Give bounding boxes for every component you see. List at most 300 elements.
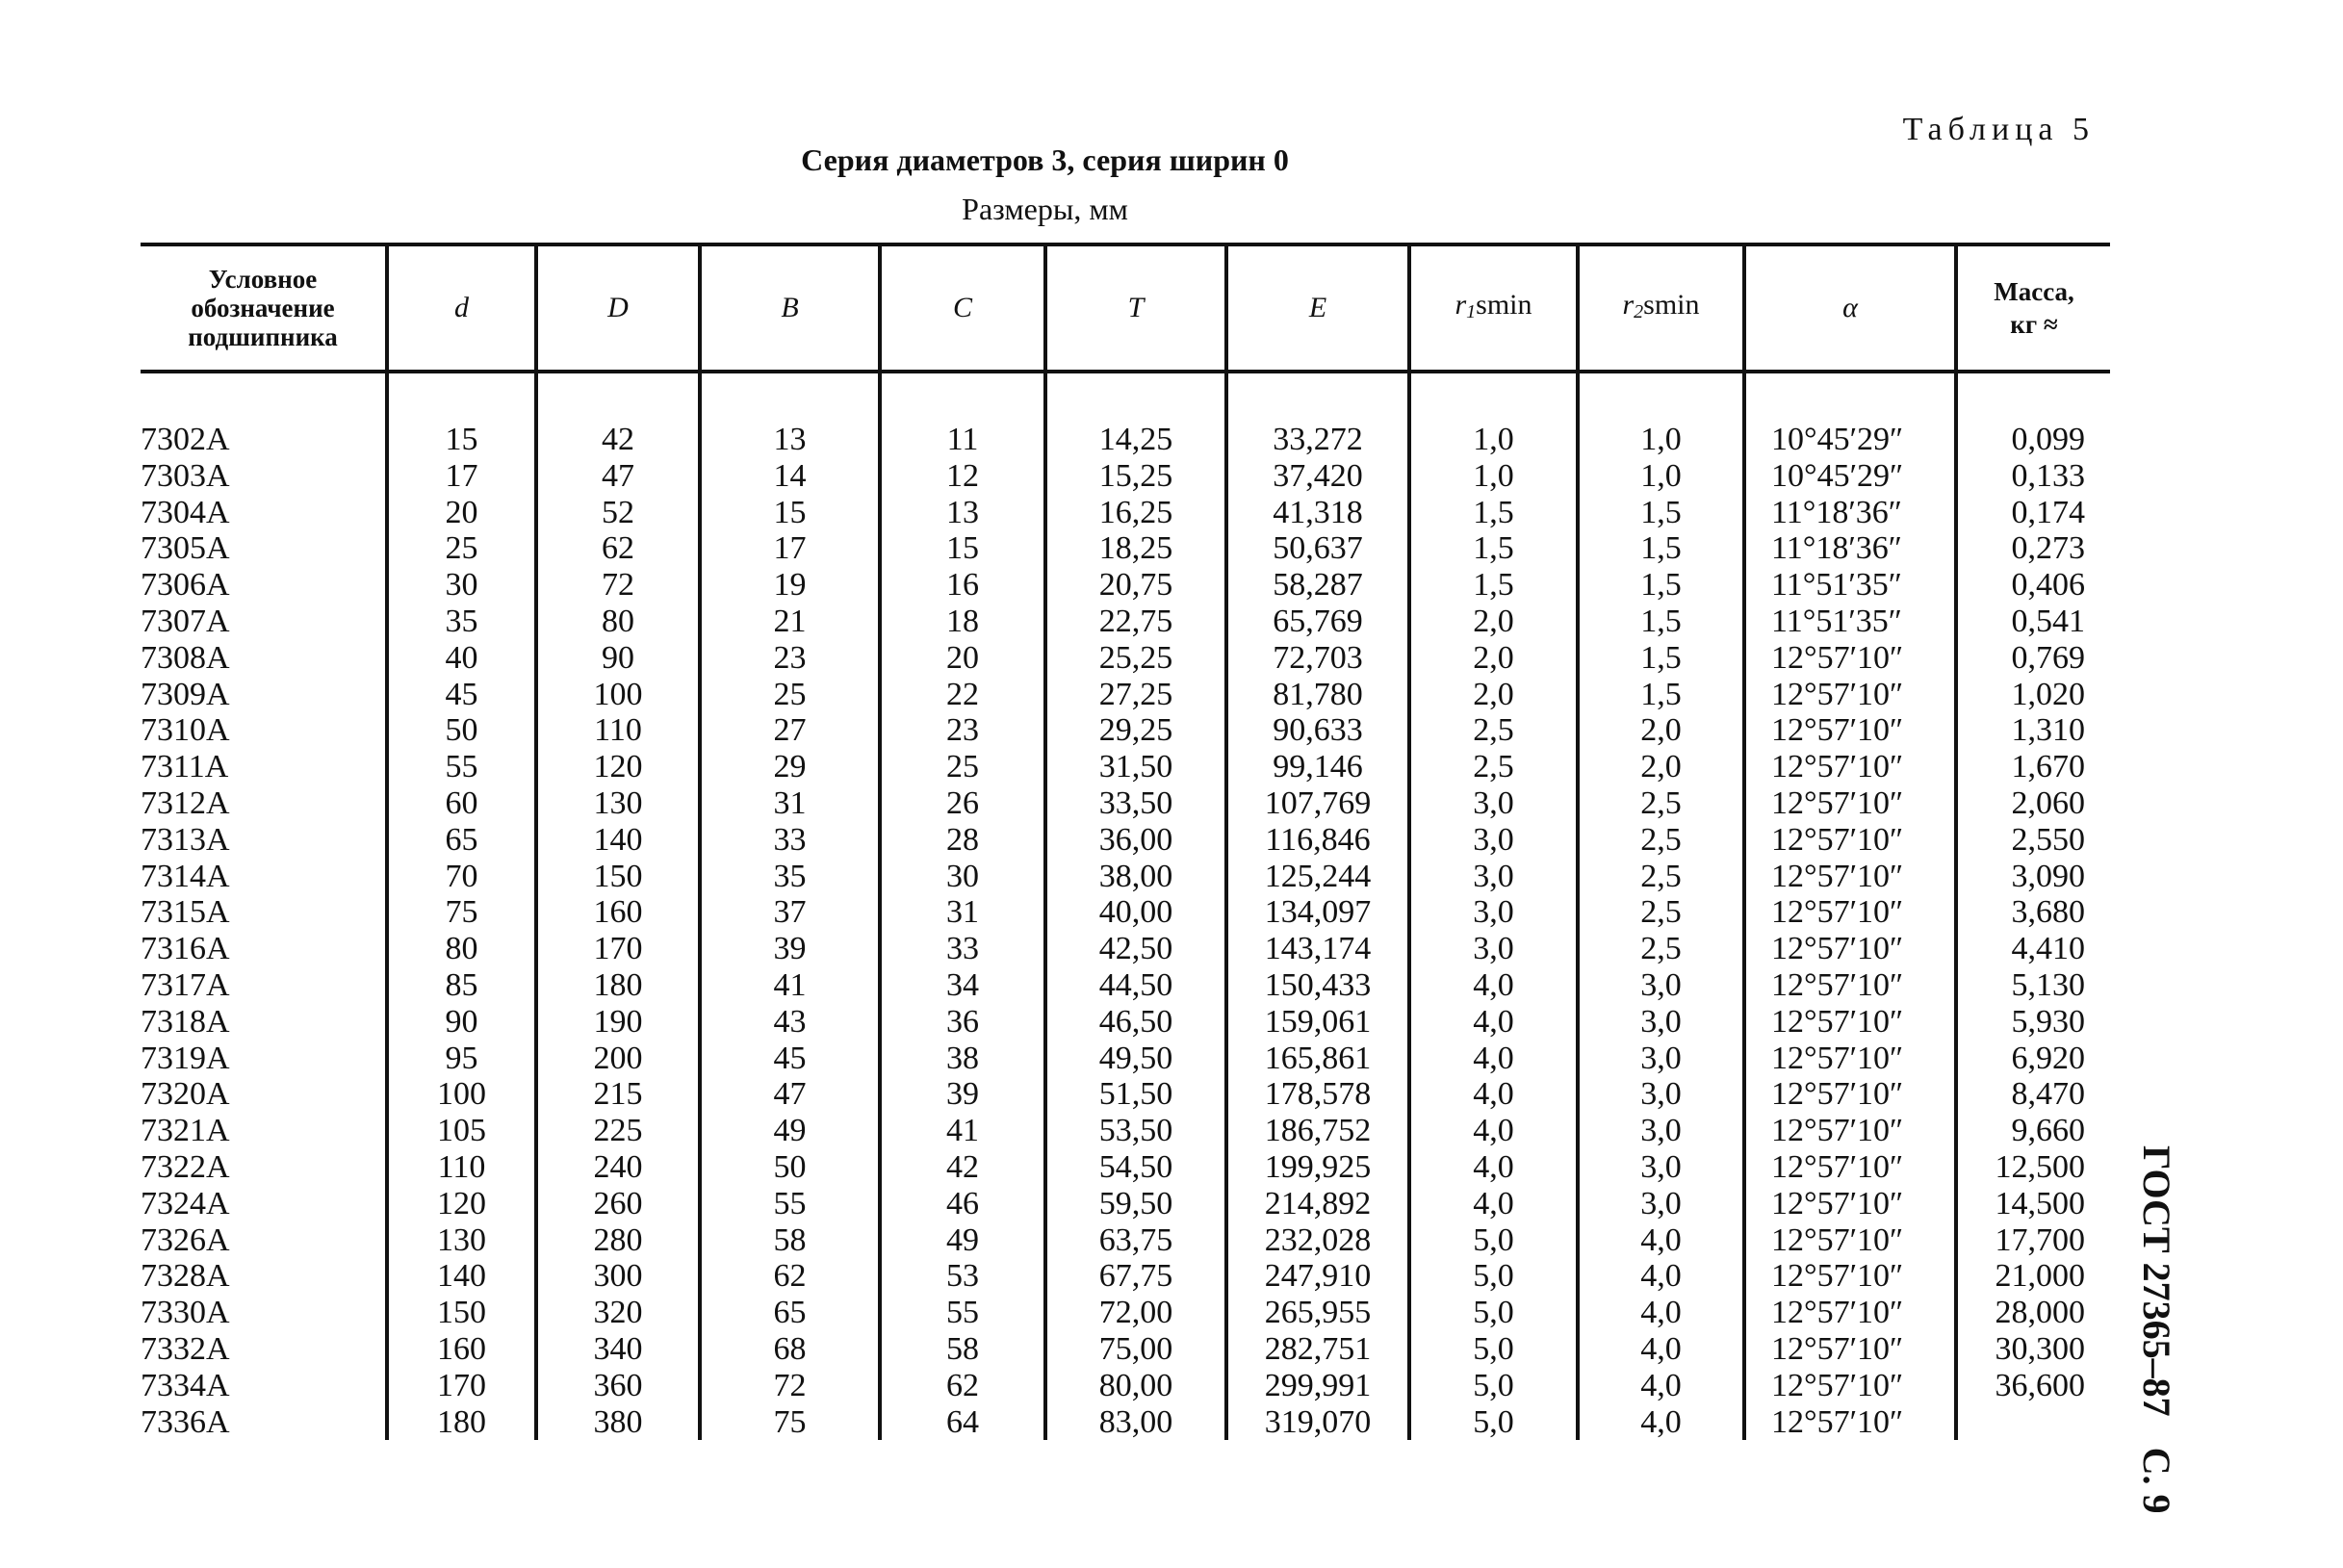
header-line: Масса, (1994, 277, 2074, 306)
col-header-d (387, 244, 536, 372)
mass-cell: 1,670 (1956, 749, 2110, 785)
table-row (141, 859, 2110, 895)
r1-cell: 2,5 (1409, 712, 1578, 749)
d-cell: 85 (387, 967, 536, 1004)
r2-cell: 2,0 (1578, 712, 1744, 749)
D-cell: 190 (536, 1004, 700, 1041)
r2-cell: 3,0 (1578, 1113, 1744, 1149)
D-cell: 150 (536, 859, 700, 895)
r2-cell: 2,0 (1578, 749, 1744, 785)
E-cell: 282,751 (1226, 1331, 1409, 1368)
C-cell: 49 (880, 1222, 1045, 1259)
T-cell: 38,00 (1045, 859, 1226, 895)
d-cell: 17 (387, 458, 536, 495)
r1-cell: 1,0 (1409, 458, 1578, 495)
r2-cell: 2,5 (1578, 931, 1744, 967)
designation-cell: 7312A (141, 784, 230, 821)
header-suffix: smin (1643, 288, 1700, 321)
alpha-cell: 10°45′29″ (1744, 422, 1956, 458)
d-cell: 110 (387, 1149, 536, 1186)
mass-cell: 2,060 (1956, 785, 2110, 822)
table-row (141, 785, 2110, 822)
r2-cell: 3,0 (1578, 1076, 1744, 1113)
designation-cell: 7302A (141, 422, 230, 457)
alpha-cell: 12°57′10″ (1744, 1404, 1956, 1441)
r2-cell: 2,5 (1578, 785, 1744, 822)
mass-cell: 6,920 (1956, 1041, 2110, 1077)
T-cell: 54,50 (1045, 1149, 1226, 1186)
alpha-cell: 12°57′10″ (1744, 931, 1956, 967)
table-row (141, 894, 2110, 931)
E-cell: 41,318 (1226, 495, 1409, 531)
E-cell: 150,433 (1226, 967, 1409, 1004)
mass-cell: 0,769 (1956, 640, 2110, 677)
alpha-cell: 12°57′10″ (1744, 1004, 1956, 1041)
D-cell: 72 (536, 567, 700, 604)
header-symbol: B (781, 292, 799, 323)
mass-cell: 0,174 (1956, 495, 2110, 531)
alpha-cell: 12°57′10″ (1744, 785, 1956, 822)
table-row (141, 677, 2110, 713)
C-cell: 23 (880, 712, 1045, 749)
C-cell: 39 (880, 1076, 1045, 1113)
T-cell: 42,50 (1045, 931, 1226, 967)
r1-cell: 2,0 (1409, 640, 1578, 677)
r1-cell: 4,0 (1409, 1186, 1578, 1222)
B-cell: 29 (700, 749, 880, 785)
designation-cell: 7324A (141, 1185, 230, 1221)
mass-cell: 14,500 (1956, 1186, 2110, 1222)
T-cell: 25,25 (1045, 640, 1226, 677)
E-cell: 37,420 (1226, 458, 1409, 495)
d-cell: 130 (387, 1222, 536, 1259)
D-cell: 340 (536, 1331, 700, 1368)
D-cell: 380 (536, 1404, 700, 1441)
B-cell: 55 (700, 1186, 880, 1222)
T-cell: 27,25 (1045, 677, 1226, 713)
r2-cell: 1,5 (1578, 640, 1744, 677)
table-row (141, 1331, 2110, 1368)
alpha-cell: 12°57′10″ (1744, 1186, 1956, 1222)
B-cell: 43 (700, 1004, 880, 1041)
B-cell: 27 (700, 712, 880, 749)
designation-cell: 7310A (141, 712, 230, 749)
E-cell: 186,752 (1226, 1113, 1409, 1149)
C-cell: 31 (880, 894, 1045, 931)
alpha-cell: 11°18′36″ (1744, 495, 1956, 531)
B-cell: 13 (700, 422, 880, 458)
mass-cell: 0,273 (1956, 530, 2110, 567)
E-cell: 107,769 (1226, 785, 1409, 822)
side-page-label (2134, 1145, 2179, 1535)
header-symbol: T (1127, 292, 1145, 323)
col-header-E (1226, 244, 1409, 372)
T-cell: 18,25 (1045, 530, 1226, 567)
r1-cell: 3,0 (1409, 822, 1578, 859)
T-cell: 49,50 (1045, 1041, 1226, 1077)
designation-cell: 7318A (141, 1003, 230, 1040)
E-cell: 178,578 (1226, 1076, 1409, 1113)
header-symbol: r (1622, 288, 1635, 321)
d-cell: 15 (387, 422, 536, 458)
T-cell: 31,50 (1045, 749, 1226, 785)
E-cell: 319,070 (1226, 1404, 1409, 1441)
mass-cell: 0,099 (1956, 422, 2110, 458)
d-cell: 95 (387, 1041, 536, 1077)
alpha-cell: 12°57′10″ (1744, 1041, 1956, 1077)
table-row (141, 422, 2110, 458)
header-suffix: smin (1476, 288, 1532, 321)
designation-cell: 7316A (141, 931, 230, 967)
designation-cell: 7311A (141, 749, 229, 785)
E-cell: 33,272 (1226, 422, 1409, 458)
r1-cell: 3,0 (1409, 859, 1578, 895)
D-cell: 110 (536, 712, 700, 749)
C-cell: 18 (880, 604, 1045, 640)
alpha-cell: 12°57′10″ (1744, 1258, 1956, 1295)
designation-cell: 7308A (141, 639, 230, 676)
E-cell: 81,780 (1226, 677, 1409, 713)
E-cell: 199,925 (1226, 1149, 1409, 1186)
r2-cell: 1,5 (1578, 604, 1744, 640)
table-row (141, 1295, 2110, 1331)
E-cell: 134,097 (1226, 894, 1409, 931)
designation-cell: 7305A (141, 530, 230, 567)
C-cell: 33 (880, 931, 1045, 967)
table-row (141, 712, 2110, 749)
header-symbol: r (1455, 288, 1467, 321)
T-cell: 14,25 (1045, 422, 1226, 458)
D-cell: 280 (536, 1222, 700, 1259)
r1-cell: 5,0 (1409, 1222, 1578, 1259)
r1-cell: 5,0 (1409, 1331, 1578, 1368)
header-spacer-row (141, 372, 2110, 422)
B-cell: 75 (700, 1404, 880, 1441)
C-cell: 42 (880, 1149, 1045, 1186)
E-cell: 90,633 (1226, 712, 1409, 749)
r1-cell: 1,5 (1409, 530, 1578, 567)
alpha-cell: 12°57′10″ (1744, 1113, 1956, 1149)
table-row (141, 967, 2110, 1004)
standard-number: ГОСТ 27365–87 (2135, 1145, 2178, 1417)
T-cell: 46,50 (1045, 1004, 1226, 1041)
alpha-cell: 11°51′35″ (1744, 567, 1956, 604)
E-cell: 65,769 (1226, 604, 1409, 640)
table-subtitle: Размеры, мм (962, 192, 1128, 226)
header-symbol: α (1842, 292, 1858, 323)
r2-cell: 1,5 (1578, 530, 1744, 567)
E-cell: 247,910 (1226, 1258, 1409, 1295)
mass-cell: 28,000 (1956, 1295, 2110, 1331)
table-number-label: Таблица 5 (1902, 112, 2095, 147)
B-cell: 31 (700, 785, 880, 822)
C-cell: 41 (880, 1113, 1045, 1149)
table-row (141, 1076, 2110, 1113)
table-row (141, 931, 2110, 967)
C-cell: 12 (880, 458, 1045, 495)
r1-cell: 4,0 (1409, 1149, 1578, 1186)
table-row (141, 749, 2110, 785)
E-cell: 232,028 (1226, 1222, 1409, 1259)
r2-cell: 3,0 (1578, 1186, 1744, 1222)
T-cell: 44,50 (1045, 967, 1226, 1004)
table-row (141, 1222, 2110, 1259)
B-cell: 49 (700, 1113, 880, 1149)
E-cell: 214,892 (1226, 1186, 1409, 1222)
mass-cell: 36,600 (1956, 1368, 2110, 1404)
mass-cell: 0,541 (1956, 604, 2110, 640)
mass-cell: 30,300 (1956, 1331, 2110, 1368)
r2-cell: 1,0 (1578, 458, 1744, 495)
table-row (141, 1149, 2110, 1186)
E-cell: 125,244 (1226, 859, 1409, 895)
header-line: Условное (208, 265, 318, 294)
B-cell: 21 (700, 604, 880, 640)
T-cell: 80,00 (1045, 1368, 1226, 1404)
T-cell: 20,75 (1045, 567, 1226, 604)
T-cell: 51,50 (1045, 1076, 1226, 1113)
r1-cell: 2,5 (1409, 749, 1578, 785)
alpha-cell: 12°57′10″ (1744, 1076, 1956, 1113)
E-cell: 299,991 (1226, 1368, 1409, 1404)
header-line: подшипника (188, 322, 338, 351)
r2-cell: 4,0 (1578, 1258, 1744, 1295)
T-cell: 40,00 (1045, 894, 1226, 931)
D-cell: 215 (536, 1076, 700, 1113)
table-row (141, 822, 2110, 859)
r1-cell: 5,0 (1409, 1258, 1578, 1295)
T-cell: 67,75 (1045, 1258, 1226, 1295)
alpha-cell: 10°45′29″ (1744, 458, 1956, 495)
col-header-mass (1956, 244, 2110, 372)
alpha-cell: 11°18′36″ (1744, 530, 1956, 567)
table-row (141, 1004, 2110, 1041)
C-cell: 13 (880, 495, 1045, 531)
T-cell: 63,75 (1045, 1222, 1226, 1259)
designation-cell: 7309A (141, 676, 230, 712)
table-row (141, 1113, 2110, 1149)
r1-cell: 2,0 (1409, 677, 1578, 713)
r2-cell: 2,5 (1578, 822, 1744, 859)
C-cell: 62 (880, 1368, 1045, 1404)
D-cell: 140 (536, 822, 700, 859)
mass-cell: 4,410 (1956, 931, 2110, 967)
designation-cell: 7322A (141, 1148, 230, 1185)
T-cell: 33,50 (1045, 785, 1226, 822)
d-cell: 105 (387, 1113, 536, 1149)
B-cell: 50 (700, 1149, 880, 1186)
table-title: Серия диаметров 3, серия ширин 0 (801, 142, 1289, 177)
designation-cell: 7326A (141, 1221, 230, 1258)
designation-cell: 7304A (141, 494, 230, 530)
mass-cell: 0,133 (1956, 458, 2110, 495)
table-row (141, 1404, 2110, 1441)
r2-cell: 4,0 (1578, 1222, 1744, 1259)
r1-cell: 3,0 (1409, 894, 1578, 931)
d-cell: 60 (387, 785, 536, 822)
d-cell: 70 (387, 859, 536, 895)
B-cell: 33 (700, 822, 880, 859)
header-subscript: 1 (1466, 300, 1477, 322)
d-cell: 180 (387, 1404, 536, 1441)
T-cell: 36,00 (1045, 822, 1226, 859)
T-cell: 16,25 (1045, 495, 1226, 531)
C-cell: 20 (880, 640, 1045, 677)
header-symbol: C (952, 292, 972, 323)
B-cell: 25 (700, 677, 880, 713)
d-cell: 35 (387, 604, 536, 640)
C-cell: 58 (880, 1331, 1045, 1368)
T-cell: 75,00 (1045, 1331, 1226, 1368)
alpha-cell: 11°51′35″ (1744, 604, 1956, 640)
d-cell: 25 (387, 530, 536, 567)
alpha-cell: 12°57′10″ (1744, 1222, 1956, 1259)
r1-cell: 1,5 (1409, 567, 1578, 604)
header-row (141, 244, 2110, 372)
B-cell: 39 (700, 931, 880, 967)
alpha-cell: 12°57′10″ (1744, 749, 1956, 785)
B-cell: 15 (700, 495, 880, 531)
header-subscript: 2 (1634, 300, 1644, 322)
D-cell: 320 (536, 1295, 700, 1331)
E-cell: 165,861 (1226, 1041, 1409, 1077)
mass-cell: 17,700 (1956, 1222, 2110, 1259)
r1-cell: 1,5 (1409, 495, 1578, 531)
designation-cell: 7332A (141, 1330, 230, 1367)
D-cell: 200 (536, 1041, 700, 1077)
mass-cell: 1,020 (1956, 677, 2110, 713)
D-cell: 62 (536, 530, 700, 567)
E-cell: 99,146 (1226, 749, 1409, 785)
header-line: обозначение (191, 294, 335, 322)
table-row (141, 1186, 2110, 1222)
r2-cell: 3,0 (1578, 1041, 1744, 1077)
mass-cell: 3,680 (1956, 894, 2110, 931)
D-cell: 80 (536, 604, 700, 640)
designation-cell: 7306A (141, 567, 230, 604)
B-cell: 35 (700, 859, 880, 895)
designation-cell: 7334A (141, 1367, 230, 1403)
d-cell: 80 (387, 931, 536, 967)
d-cell: 30 (387, 567, 536, 604)
C-cell: 46 (880, 1186, 1045, 1222)
r2-cell: 2,5 (1578, 894, 1744, 931)
C-cell: 11 (880, 422, 1045, 458)
designation-cell: 7314A (141, 858, 230, 894)
col-header-r1smin (1409, 244, 1578, 372)
designation-cell: 7313A (141, 821, 230, 858)
col-header-B (700, 244, 880, 372)
r1-cell: 5,0 (1409, 1404, 1578, 1441)
bearing-dimensions-table (141, 243, 2110, 1440)
mass-cell: 1,310 (1956, 712, 2110, 749)
d-cell: 100 (387, 1076, 536, 1113)
C-cell: 53 (880, 1258, 1045, 1295)
mass-cell: 9,660 (1956, 1113, 2110, 1149)
mass-cell: 12,500 (1956, 1149, 2110, 1186)
T-cell: 22,75 (1045, 604, 1226, 640)
B-cell: 19 (700, 567, 880, 604)
D-cell: 260 (536, 1186, 700, 1222)
d-cell: 160 (387, 1331, 536, 1368)
designation-cell: 7328A (141, 1258, 230, 1295)
E-cell: 50,637 (1226, 530, 1409, 567)
B-cell: 23 (700, 640, 880, 677)
r2-cell: 1,5 (1578, 567, 1744, 604)
table-row (141, 640, 2110, 677)
D-cell: 160 (536, 894, 700, 931)
C-cell: 22 (880, 677, 1045, 713)
designation-cell: 7336A (141, 1403, 230, 1440)
D-cell: 225 (536, 1113, 700, 1149)
D-cell: 300 (536, 1258, 700, 1295)
B-cell: 41 (700, 967, 880, 1004)
r2-cell: 4,0 (1578, 1295, 1744, 1331)
mass-cell: 3,090 (1956, 859, 2110, 895)
mass-cell: 21,000 (1956, 1258, 2110, 1295)
col-header-T (1045, 244, 1226, 372)
table-row (141, 604, 2110, 640)
d-cell: 150 (387, 1295, 536, 1331)
d-cell: 20 (387, 495, 536, 531)
T-cell: 15,25 (1045, 458, 1226, 495)
r2-cell: 2,5 (1578, 859, 1744, 895)
r2-cell: 1,5 (1578, 677, 1744, 713)
r1-cell: 5,0 (1409, 1368, 1578, 1404)
E-cell: 265,955 (1226, 1295, 1409, 1331)
mass-cell (1956, 1404, 2110, 1441)
r2-cell: 3,0 (1578, 967, 1744, 1004)
alpha-cell: 12°57′10″ (1744, 1149, 1956, 1186)
B-cell: 45 (700, 1041, 880, 1077)
alpha-cell: 12°57′10″ (1744, 1368, 1956, 1404)
D-cell: 52 (536, 495, 700, 531)
col-header-C (880, 244, 1045, 372)
C-cell: 28 (880, 822, 1045, 859)
mass-cell: 0,406 (1956, 567, 2110, 604)
table-header (0, 142, 2090, 227)
alpha-cell: 12°57′10″ (1744, 822, 1956, 859)
table-row (141, 530, 2110, 567)
d-cell: 55 (387, 749, 536, 785)
D-cell: 180 (536, 967, 700, 1004)
alpha-cell: 12°57′10″ (1744, 640, 1956, 677)
r2-cell: 4,0 (1578, 1331, 1744, 1368)
designation-cell: 7330A (141, 1295, 230, 1331)
designation-cell: 7315A (141, 894, 230, 931)
C-cell: 16 (880, 567, 1045, 604)
E-cell: 143,174 (1226, 931, 1409, 967)
D-cell: 42 (536, 422, 700, 458)
header-symbol: D (607, 292, 629, 323)
C-cell: 26 (880, 785, 1045, 822)
D-cell: 130 (536, 785, 700, 822)
alpha-cell: 12°57′10″ (1744, 1331, 1956, 1368)
C-cell: 55 (880, 1295, 1045, 1331)
r1-cell: 2,0 (1409, 604, 1578, 640)
d-cell: 50 (387, 712, 536, 749)
B-cell: 47 (700, 1076, 880, 1113)
r1-cell: 4,0 (1409, 1041, 1578, 1077)
d-cell: 90 (387, 1004, 536, 1041)
r1-cell: 4,0 (1409, 967, 1578, 1004)
mass-cell: 2,550 (1956, 822, 2110, 859)
C-cell: 34 (880, 967, 1045, 1004)
table-row (141, 1041, 2110, 1077)
alpha-cell: 12°57′10″ (1744, 894, 1956, 931)
col-header-alpha (1744, 244, 1956, 372)
T-cell: 72,00 (1045, 1295, 1226, 1331)
